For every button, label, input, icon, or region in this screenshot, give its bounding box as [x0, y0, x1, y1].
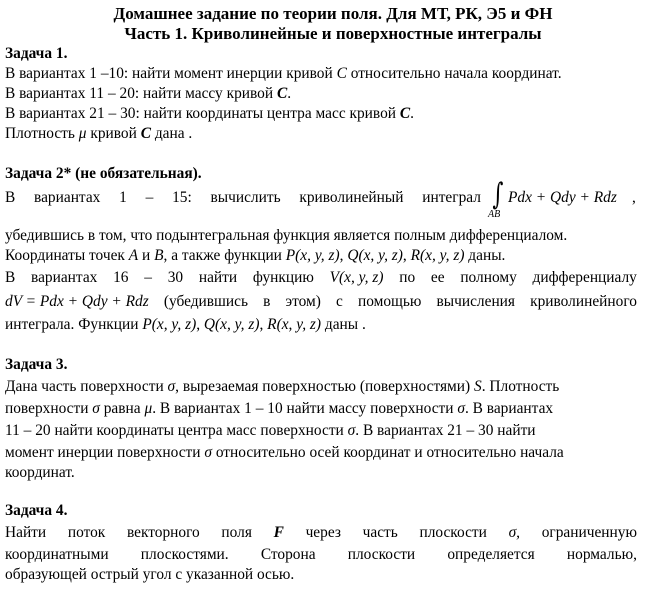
task2-line2: убедившись в том, что подынтегральная функция является полным дифференциалом. [5, 227, 568, 244]
integral-subscript: AB [488, 209, 501, 220]
task4-heading: Задача 4. [5, 502, 68, 519]
task4-line2: координатными плоскостями. Сторона плоскости определяется нормалью, [5, 546, 637, 563]
task3-line2: поверхности σ равна μ. В вариантах 1 – 10 найти массу поверхности σ. В вариантах [5, 400, 554, 417]
task2-line1-end: , [632, 189, 636, 206]
task2-line6: интеграла. Функции P(x, y, z), Q(x, y, z), R(x, y, z) даны . [5, 316, 366, 333]
task2-line4: В вариантах 16 – 30 найти функцию V(x, y, z) по ее полному дифференциалу [5, 269, 637, 286]
task3-line4: момент инерции поверхности σ относительно осей координат и относительно начала [5, 444, 564, 461]
task1-line1: В вариантах 1 –10: найти момент инерции кривой C относительно начала координат. [5, 65, 562, 82]
title-line-2: Часть 1. Криволинейные и поверхностные интегралы [124, 24, 542, 43]
task2-integrand: Pdx + Qdy + Rdz [508, 189, 617, 206]
task4-line1: Найти поток векторного поля F через часть плоскости σ, ограниченную [5, 524, 637, 541]
task3-line3: 11 – 20 найти координаты центра масс поверхности σ. В вариантах 21 – 30 найти [5, 422, 536, 439]
task1-line4: Плотность μ кривой C дана . [5, 125, 193, 142]
task2-line5: dV = Pdx + Qdy + Rdz (убедившись в этом) с помощью вычисления криволинейного [5, 293, 637, 310]
task3-heading: Задача 3. [5, 356, 68, 373]
task2-heading: Задача 2* (не обязательная). [5, 165, 202, 182]
task1-line3: В вариантах 21 – 30: найти координаты центра масс кривой C. [5, 105, 414, 122]
task2-line3: Координаты точек A и B, а также функции P(x, y, z), Q(x, y, z), R(x, y, z) даны. [5, 247, 506, 264]
task4-line3: образующей острый угол с указанной осью. [5, 566, 295, 583]
integral-symbol: ∫ AB [488, 177, 504, 220]
task2-line1-words: В вариантах 1 – 15: вычислить криволинейный интеграл [5, 189, 481, 206]
task3-line5: координат. [5, 464, 75, 481]
task3-line1: Дана часть поверхности σ, вырезаемая поверхностью (поверхностями) S. Плотность [5, 378, 560, 395]
task1-heading: Задача 1. [5, 45, 68, 62]
task1-line2: В вариантах 11 – 20: найти массу кривой C. [5, 85, 292, 102]
title-line-1: Домашнее задание по теории поля. Для МТ, РК, Э5 и ФН [113, 4, 553, 23]
